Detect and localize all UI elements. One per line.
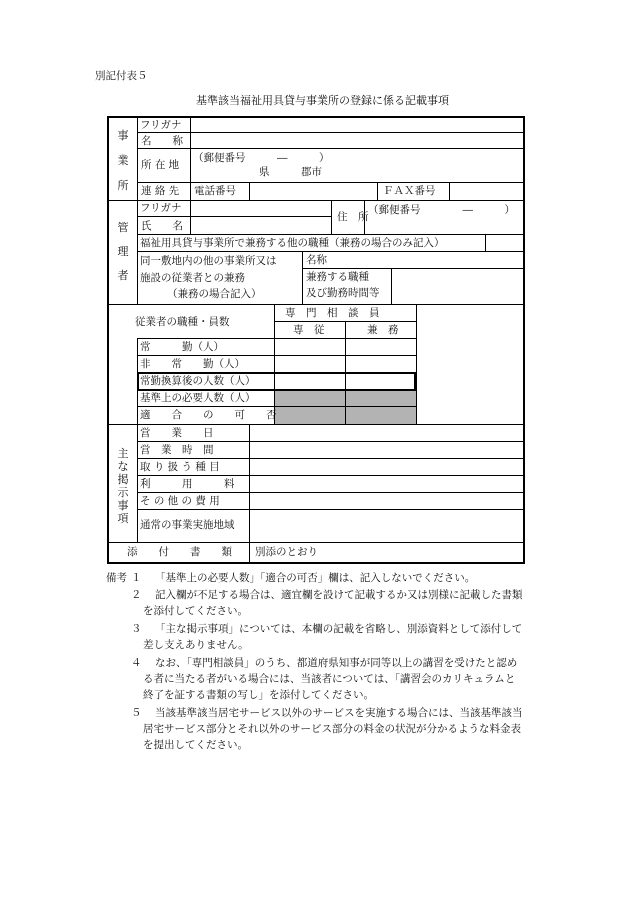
- postings-section-label-4: 示: [117, 486, 129, 499]
- staff-heading: 従業者の職種・員数: [135, 316, 230, 328]
- document-title: 基準該当福祉用具貸与事業所の登録に係る記載事項: [196, 94, 449, 107]
- staff-row-fte: 常勤換算後の人数（人）: [140, 375, 256, 387]
- posting-item-types: 取 り 扱 う 種 目: [140, 461, 220, 473]
- remark-4-line-3: 終了を証する書類の写し」を添付してください。: [143, 689, 374, 701]
- posting-usage-fee: 利 用 料: [140, 478, 235, 490]
- posting-service-area: 通常の事業実施地域: [140, 519, 235, 531]
- postings-section-label-6: 項: [117, 512, 129, 525]
- business-address-label: 所 在 地: [141, 159, 180, 171]
- remark-4-line-1: なお、「専門相談員」のうち、都道府県知事が同等以上の講習を受けたと認め: [155, 657, 518, 669]
- registration-form-table: [107, 116, 525, 564]
- manager-concurrent-duty-line-1: 兼務する職種: [306, 271, 369, 283]
- staff-row-compliance: 適 合 の 可 否: [140, 409, 277, 421]
- page-label: 別記付表５: [95, 70, 148, 82]
- remark-2-line-2: を添付してください。: [143, 605, 248, 617]
- manager-furigana-label: フリガナ: [140, 202, 182, 214]
- remark-3-line-1: 「主な掲示事項」については、本欄の記載を省略し、別添資料として添付して: [155, 623, 523, 635]
- manager-section-label-1: 管: [117, 221, 129, 234]
- manager-section-label-3: 者: [117, 269, 129, 282]
- manager-concurrent-job-label: 福祉用具貸与事業所で兼務する他の職種（兼務の場合のみ記入）: [140, 237, 445, 249]
- staff-row-fulltime: 常 勤（人）: [140, 341, 224, 353]
- remark-5-num: ５: [131, 707, 142, 719]
- remark-4-line-2: る者に当たる者がいる場合には、当該者については、「講習会のカリキュラムと: [143, 673, 516, 685]
- remark-2-line-1: 記入欄が不足する場合は、適宜欄を設けて記載するか又は別様に記載した書類: [155, 589, 523, 601]
- business-furigana-label: フリガナ: [140, 119, 182, 131]
- attachment-label: 添 付 書 類: [127, 546, 232, 558]
- remark-5-line-3: を提出してください。: [143, 739, 248, 751]
- business-pref-city-line: 県 郡市: [259, 166, 322, 178]
- manager-name-label: 氏 名: [141, 220, 183, 232]
- postings-section-label-2: な: [117, 460, 129, 473]
- column-fulltime: 専 従: [293, 324, 325, 336]
- attachment-value: 別添のとおり: [255, 546, 318, 558]
- remark-3-line-2: 差し支えありません。: [143, 639, 249, 651]
- manager-other-facility-line-3: （兼務の場合記入）: [167, 288, 262, 300]
- business-phone-label: 電話番号: [194, 185, 236, 197]
- posting-business-hours: 営 業 時 間: [140, 444, 214, 456]
- manager-section-label-2: 理: [117, 245, 129, 258]
- manager-facility-name-label: 名称: [306, 254, 327, 266]
- remark-4-num: ４: [131, 657, 142, 669]
- remark-3-num: ３: [131, 623, 142, 635]
- consultant-header: 専 門 相 談 員: [285, 307, 380, 319]
- postings-section-label-5: 事: [117, 499, 129, 512]
- business-name-label: 名 称: [141, 135, 183, 147]
- manager-concurrent-duty-line-2: 及び勤務時間等: [306, 287, 380, 299]
- business-fax-label: ＦＡＸ番号: [383, 185, 436, 197]
- business-section-label-2: 業: [117, 154, 129, 167]
- remark-5-line-1: 当該基準該当居宅サービス以外のサービスを実施する場合には、当該基準該当: [155, 707, 523, 719]
- column-concurrent: 兼 務: [367, 324, 399, 336]
- remarks-prefix: 備考: [106, 572, 127, 584]
- manager-postal-line: （郵便番号 ― ）: [368, 204, 515, 216]
- manager-address-label: 住 所: [337, 211, 369, 223]
- manager-other-facility-line-2: 施設の従業者との兼務: [140, 272, 245, 284]
- postings-section-label-3: 掲: [117, 473, 129, 486]
- business-section-label-1: 事: [117, 129, 129, 142]
- business-postal-line: （郵便番号 ― ）: [193, 152, 330, 164]
- remark-5-line-2: 居宅サービス部分とそれ以外のサービス部分の料金の状況が分かるような料金表: [143, 723, 521, 735]
- business-contact-label: 連 絡 先: [141, 185, 180, 197]
- remark-1-line-1: 「基準上の必要人数」「適合の可否」欄は、記入しないでください。: [155, 572, 476, 584]
- remark-1-num: １: [131, 572, 142, 584]
- manager-other-facility-line-1: 同一敷地内の他の事業所又は: [140, 255, 277, 267]
- posting-other-fees: そ の 他 の 費 用: [140, 495, 220, 507]
- staff-row-parttime: 非 常 勤（人）: [140, 358, 245, 370]
- posting-business-days: 営 業 日: [140, 427, 214, 439]
- business-section-label-3: 所: [117, 179, 129, 192]
- postings-section-label-1: 主: [117, 447, 129, 460]
- remark-2-num: ２: [131, 589, 142, 601]
- staff-row-required: 基準上の必要人数（人）: [140, 392, 256, 404]
